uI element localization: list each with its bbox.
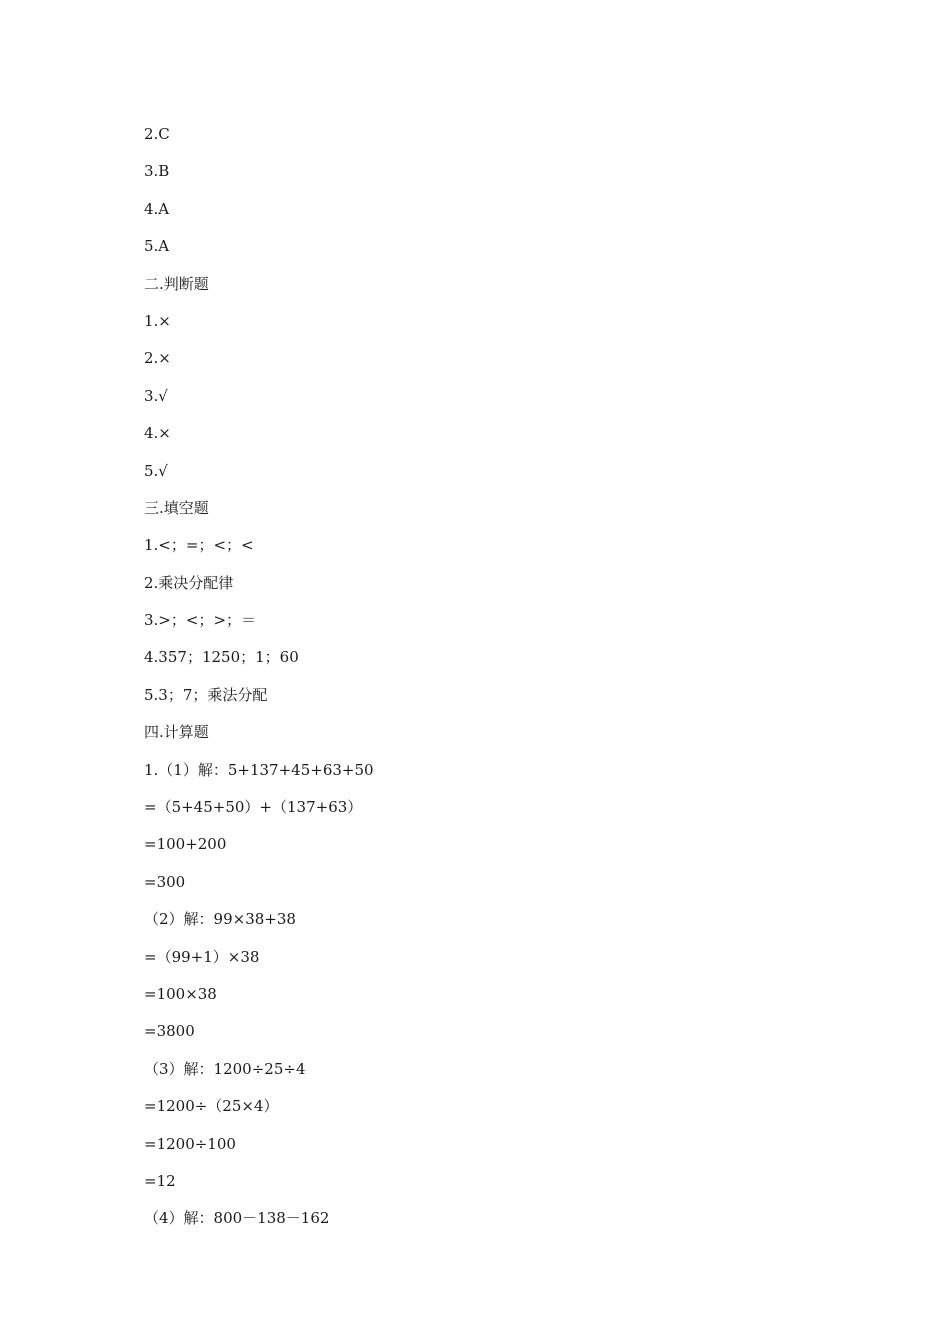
calc-line: （3）解：1200÷25÷4 [144, 1059, 306, 1078]
answer-line: 1.× [144, 311, 171, 330]
calc-line: =100+200 [144, 835, 227, 854]
answer-line: 5.3；7；乘法分配 [144, 685, 268, 704]
answer-line: 4.357；1250；1；60 [144, 648, 299, 667]
answer-line: 3.√ [144, 386, 168, 405]
calc-line: =300 [144, 872, 186, 891]
answer-line: 4.× [144, 424, 171, 443]
calc-line: =100×38 [144, 984, 217, 1003]
calc-line: （2）解：99×38+38 [144, 910, 296, 929]
calc-line: （4）解：800－138－162 [144, 1209, 330, 1228]
section-heading: 三.填空题 [144, 498, 209, 517]
section-heading: 四.计算题 [144, 723, 209, 742]
answer-line: 5.√ [144, 461, 168, 480]
answer-line: 4.A [144, 199, 170, 218]
answer-line: 2.C [144, 125, 170, 143]
calc-line: =12 [144, 1171, 176, 1190]
calc-line: 1.（1）解：5+137+45+63+50 [144, 760, 374, 779]
calc-line: =3800 [144, 1022, 195, 1041]
answer-line: 1.<；=；<；< [144, 536, 254, 555]
section-heading: 二.判断题 [144, 274, 209, 293]
calc-line: =1200÷（25×4） [144, 1097, 279, 1116]
answer-line: 5.A [144, 237, 170, 256]
calc-line: =（5+45+50）+（137+63） [144, 798, 363, 817]
calc-line: =1200÷100 [144, 1134, 236, 1153]
answer-line: 2.乘决分配律 [144, 573, 234, 592]
calc-line: =（99+1）×38 [144, 947, 260, 966]
answer-line: 3.>；<；>；＝ [144, 611, 257, 630]
answer-line: 3.B [144, 162, 170, 181]
answer-line: 2.× [144, 349, 171, 368]
answer-lines [144, 122, 844, 1244]
